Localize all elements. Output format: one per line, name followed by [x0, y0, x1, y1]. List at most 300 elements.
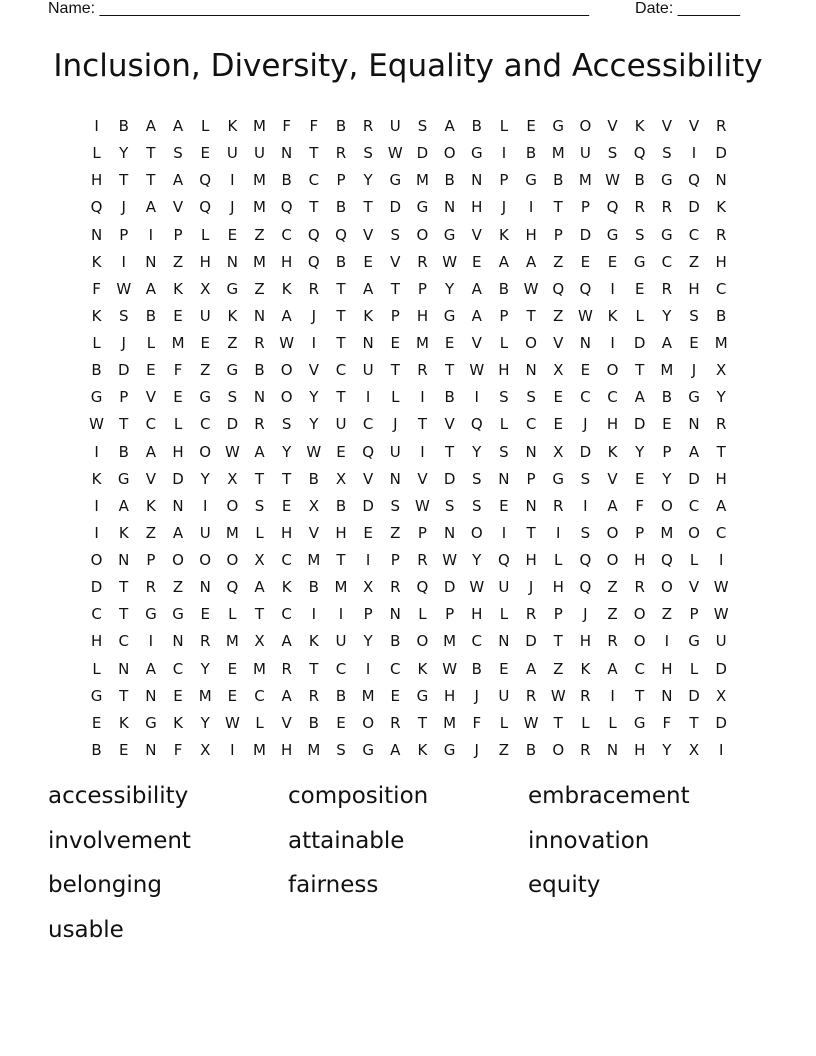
grid-letter[interactable]: G [470, 144, 483, 163]
grid-letter[interactable]: I [94, 496, 99, 515]
grid-letter[interactable]: I [501, 144, 507, 163]
grid-letter[interactable]: S [580, 523, 591, 542]
grid-letter[interactable]: N [172, 496, 184, 515]
grid-letter[interactable]: E [336, 713, 346, 732]
grid-letter[interactable]: P [390, 306, 400, 325]
grid-letter[interactable]: W [89, 415, 104, 434]
grid-letter[interactable]: H [498, 361, 510, 380]
grid-letter[interactable]: H [634, 551, 646, 570]
grid-letter[interactable]: Z [145, 523, 157, 542]
grid-letter[interactable]: C [145, 415, 157, 434]
grid-letter[interactable]: C [281, 551, 292, 570]
grid-letter[interactable]: V [308, 361, 319, 380]
grid-letter[interactable]: W [442, 659, 458, 678]
grid-letter[interactable]: N [525, 496, 537, 515]
grid-letter[interactable]: B [118, 442, 129, 461]
grid-letter[interactable]: K [173, 279, 183, 298]
grid-letter[interactable]: I [664, 632, 670, 651]
grid-letter[interactable]: X [200, 279, 211, 298]
grid-letter[interactable]: E [499, 496, 509, 515]
grid-letter[interactable]: B [308, 578, 319, 597]
grid-letter[interactable]: B [525, 740, 537, 759]
grid-letter[interactable]: I [610, 279, 615, 298]
grid-letter[interactable]: R [634, 578, 645, 597]
grid-letter[interactable]: I [420, 388, 425, 407]
grid-letter[interactable]: U [498, 578, 510, 597]
grid-letter[interactable]: G [226, 361, 239, 380]
grid-letter[interactable]: R [199, 632, 211, 651]
grid-letter[interactable]: T [553, 713, 563, 732]
grid-letter[interactable]: R [417, 361, 428, 380]
grid-letter[interactable]: M [551, 144, 565, 163]
grid-letter[interactable]: T [689, 713, 699, 732]
grid-letter[interactable]: E [499, 659, 509, 678]
grid-letter[interactable]: O [199, 442, 212, 461]
grid-letter[interactable]: D [715, 659, 727, 678]
grid-letter[interactable]: Q [416, 578, 429, 597]
grid-letter[interactable]: K [417, 740, 428, 759]
grid-letter[interactable]: U [199, 523, 211, 542]
grid-letter[interactable]: A [281, 306, 292, 325]
grid-letter[interactable]: K [91, 252, 102, 271]
grid-letter[interactable]: F [173, 361, 183, 380]
grid-letter[interactable]: H [281, 252, 293, 271]
grid-letter[interactable]: Q [362, 442, 375, 461]
grid-letter[interactable]: R [417, 551, 428, 570]
grid-letter[interactable]: S [336, 740, 346, 759]
grid-letter[interactable]: K [227, 306, 238, 325]
grid-letter[interactable]: H [715, 252, 727, 271]
grid-letter[interactable]: V [390, 252, 401, 271]
grid-letter[interactable]: P [635, 523, 645, 542]
grid-letter[interactable]: N [688, 415, 700, 434]
grid-letter[interactable]: X [227, 469, 238, 488]
grid-letter[interactable]: P [553, 605, 563, 624]
grid-letter[interactable]: D [525, 632, 537, 651]
grid-letter[interactable]: G [633, 713, 646, 732]
grid-letter[interactable]: G [416, 198, 429, 217]
grid-letter[interactable]: X [716, 361, 727, 380]
grid-letter[interactable]: X [254, 632, 265, 651]
grid-letter[interactable]: D [715, 144, 727, 163]
grid-letter[interactable]: C [525, 415, 537, 434]
grid-letter[interactable]: G [688, 632, 700, 651]
grid-letter[interactable]: J [501, 198, 507, 217]
grid-letter[interactable]: I [94, 442, 99, 461]
grid-letter[interactable]: M [307, 551, 321, 570]
grid-letter[interactable]: Y [363, 632, 373, 651]
grid-letter[interactable]: D [226, 415, 239, 434]
grid-letter[interactable]: A [145, 442, 157, 461]
grid-letter[interactable]: R [715, 117, 727, 136]
grid-letter[interactable]: W [387, 144, 403, 163]
grid-letter[interactable]: K [363, 306, 374, 325]
grid-letter[interactable]: C [715, 279, 727, 298]
grid-letter[interactable]: T [146, 171, 156, 190]
grid-letter[interactable]: U [389, 442, 401, 461]
grid-letter[interactable]: J [691, 361, 697, 380]
grid-letter[interactable]: H [715, 469, 727, 488]
grid-letter[interactable]: S [689, 306, 699, 325]
grid-letter[interactable]: I [718, 740, 724, 759]
grid-letter[interactable]: B [471, 117, 482, 136]
grid-letter[interactable]: V [607, 469, 618, 488]
grid-letter[interactable]: X [308, 496, 319, 515]
grid-letter[interactable]: A [607, 659, 618, 678]
grid-letter[interactable]: Z [172, 252, 184, 271]
grid-letter[interactable]: G [416, 686, 429, 705]
grid-letter[interactable]: G [117, 469, 130, 488]
grid-letter[interactable]: O [660, 578, 673, 597]
grid-letter[interactable]: Q [606, 198, 619, 217]
grid-letter[interactable]: S [472, 496, 482, 515]
grid-letter[interactable]: T [336, 279, 346, 298]
grid-letter[interactable]: L [499, 605, 509, 624]
grid-letter[interactable]: Y [635, 442, 645, 461]
grid-letter[interactable]: H [416, 306, 429, 325]
grid-letter[interactable]: K [118, 523, 129, 542]
grid-letter[interactable]: V [688, 578, 700, 597]
grid-letter[interactable]: T [635, 361, 645, 380]
grid-letter[interactable]: B [335, 198, 347, 217]
grid-letter[interactable]: H [471, 605, 483, 624]
grid-letter[interactable]: N [606, 740, 619, 759]
grid-letter[interactable]: W [279, 334, 295, 353]
grid-letter[interactable]: B [281, 171, 292, 190]
grid-letter[interactable]: I [420, 442, 425, 461]
grid-letter[interactable]: Z [553, 306, 564, 325]
grid-letter[interactable]: A [688, 442, 700, 461]
grid-letter[interactable]: T [417, 713, 428, 732]
grid-letter[interactable]: O [688, 523, 700, 542]
grid-letter[interactable]: S [390, 496, 401, 515]
grid-letter[interactable]: Y [472, 551, 482, 570]
grid-letter[interactable]: E [200, 334, 210, 353]
grid-letter[interactable]: G [552, 117, 565, 136]
grid-letter[interactable]: H [552, 578, 564, 597]
grid-letter[interactable]: B [335, 117, 347, 136]
grid-letter[interactable]: E [227, 659, 238, 678]
grid-letter[interactable]: P [499, 171, 509, 190]
grid-letter[interactable]: J [583, 605, 588, 624]
grid-letter[interactable]: P [390, 551, 400, 570]
grid-letter[interactable]: N [253, 388, 266, 407]
grid-letter[interactable]: V [553, 334, 564, 353]
grid-letter[interactable]: S [227, 388, 238, 407]
grid-letter[interactable]: W [550, 686, 566, 705]
grid-letter[interactable]: E [662, 415, 672, 434]
grid-letter[interactable]: I [148, 632, 154, 651]
grid-letter[interactable]: Y [119, 144, 129, 163]
grid-letter[interactable]: I [94, 523, 99, 542]
grid-letter[interactable]: B [525, 144, 537, 163]
grid-letter[interactable]: W [116, 279, 132, 298]
grid-letter[interactable]: W [224, 442, 240, 461]
grid-letter[interactable]: O [606, 523, 619, 542]
grid-letter[interactable]: N [715, 171, 727, 190]
grid-letter[interactable]: G [90, 388, 103, 407]
grid-letter[interactable]: N [661, 686, 673, 705]
grid-letter[interactable]: C [281, 605, 292, 624]
grid-letter[interactable]: A [254, 442, 265, 461]
grid-letter[interactable]: R [308, 279, 320, 298]
grid-letter[interactable]: E [173, 686, 183, 705]
grid-letter[interactable]: R [145, 578, 157, 597]
grid-letter[interactable]: A [444, 117, 455, 136]
grid-letter[interactable]: Y [662, 306, 672, 325]
grid-letter[interactable]: G [633, 252, 646, 271]
grid-letter[interactable]: B [335, 496, 347, 515]
grid-letter[interactable]: Y [282, 442, 292, 461]
grid-letter[interactable]: I [583, 496, 588, 515]
grid-letter[interactable]: N [118, 551, 130, 570]
grid-letter[interactable]: P [173, 225, 183, 244]
grid-letter[interactable]: M [660, 361, 674, 380]
grid-letter[interactable]: I [311, 334, 317, 353]
grid-letter[interactable]: R [254, 415, 265, 434]
grid-letter[interactable]: I [121, 252, 126, 271]
grid-letter[interactable]: R [580, 740, 591, 759]
grid-letter[interactable]: V [417, 469, 428, 488]
grid-letter[interactable]: N [199, 578, 211, 597]
grid-letter[interactable]: Q [90, 198, 103, 217]
grid-letter[interactable]: T [363, 198, 373, 217]
grid-letter[interactable]: C [199, 415, 211, 434]
grid-letter[interactable]: N [498, 632, 510, 651]
grid-letter[interactable]: K [607, 442, 618, 461]
grid-letter[interactable]: Q [688, 171, 700, 190]
grid-letter[interactable]: L [499, 334, 509, 353]
grid-letter[interactable]: E [363, 523, 373, 542]
grid-letter[interactable]: D [688, 686, 700, 705]
grid-letter[interactable]: O [416, 632, 429, 651]
grid-letter[interactable]: A [363, 279, 374, 298]
grid-letter[interactable]: J [583, 415, 588, 434]
grid-letter[interactable]: O [552, 740, 565, 759]
grid-letter[interactable]: E [336, 442, 346, 461]
grid-letter[interactable]: A [661, 334, 672, 353]
grid-letter[interactable]: R [362, 117, 374, 136]
grid-letter[interactable]: M [253, 171, 266, 190]
grid-letter[interactable]: N [226, 252, 238, 271]
grid-letter[interactable]: C [118, 632, 129, 651]
grid-letter[interactable]: E [553, 388, 563, 407]
grid-letter[interactable]: B [335, 686, 347, 705]
grid-letter[interactable]: Z [661, 605, 672, 624]
grid-letter[interactable]: Q [470, 415, 483, 434]
grid-letter[interactable]: S [444, 496, 455, 515]
grid-letter[interactable]: K [118, 713, 129, 732]
grid-letter[interactable]: D [633, 334, 646, 353]
grid-letter[interactable]: L [92, 334, 101, 353]
grid-letter[interactable]: V [281, 713, 292, 732]
grid-letter[interactable]: I [202, 496, 208, 515]
grid-letter[interactable]: K [173, 713, 183, 732]
grid-letter[interactable]: O [470, 523, 483, 542]
grid-letter[interactable]: Y [445, 279, 455, 298]
grid-letter[interactable]: A [172, 117, 184, 136]
grid-letter[interactable]: T [309, 144, 319, 163]
grid-letter[interactable]: R [254, 334, 265, 353]
grid-letter[interactable]: S [173, 144, 183, 163]
grid-letter[interactable]: I [365, 388, 371, 407]
grid-letter[interactable]: J [474, 740, 479, 759]
grid-letter[interactable]: B [444, 171, 455, 190]
grid-letter[interactable]: J [474, 686, 479, 705]
grid-letter[interactable]: N [90, 225, 103, 244]
grid-letter[interactable]: C [91, 605, 102, 624]
grid-letter[interactable]: E [634, 469, 645, 488]
grid-letter[interactable]: M [578, 171, 592, 190]
grid-letter[interactable]: N [525, 361, 537, 380]
grid-letter[interactable]: U [498, 686, 510, 705]
grid-letter[interactable]: E [444, 334, 455, 353]
grid-letter[interactable]: I [610, 686, 615, 705]
grid-letter[interactable]: E [390, 334, 401, 353]
grid-letter[interactable]: Q [552, 279, 565, 298]
grid-letter[interactable]: P [526, 469, 536, 488]
grid-letter[interactable]: B [145, 306, 157, 325]
grid-letter[interactable]: T [526, 306, 536, 325]
grid-letter[interactable]: R [580, 686, 591, 705]
grid-letter[interactable]: H [525, 551, 537, 570]
grid-letter[interactable]: N [281, 144, 293, 163]
grid-letter[interactable]: E [472, 252, 482, 271]
grid-letter[interactable]: S [472, 469, 482, 488]
grid-letter[interactable]: I [148, 225, 154, 244]
grid-letter[interactable]: R [390, 713, 401, 732]
grid-letter[interactable]: B [444, 388, 455, 407]
grid-letter[interactable]: R [634, 198, 645, 217]
grid-letter[interactable]: T [119, 605, 129, 624]
grid-letter[interactable]: S [662, 144, 672, 163]
grid-letter[interactable]: K [634, 117, 645, 136]
grid-letter[interactable]: M [415, 171, 429, 190]
grid-letter[interactable]: L [608, 713, 617, 732]
grid-letter[interactable]: T [336, 551, 346, 570]
grid-letter[interactable]: E [146, 361, 156, 380]
date-field[interactable]: Date: _______ [635, 0, 740, 17]
grid-letter[interactable]: S [580, 469, 591, 488]
grid-letter[interactable]: Z [498, 740, 510, 759]
grid-letter[interactable]: O [660, 496, 673, 515]
grid-letter[interactable]: L [92, 659, 101, 678]
grid-letter[interactable]: G [552, 469, 565, 488]
grid-letter[interactable]: G [443, 306, 456, 325]
grid-letter[interactable]: H [172, 442, 184, 461]
grid-letter[interactable]: N [525, 442, 537, 461]
grid-letter[interactable]: P [119, 225, 129, 244]
grid-letter[interactable]: C [335, 659, 347, 678]
grid-letter[interactable]: M [253, 117, 266, 136]
grid-letter[interactable]: F [282, 117, 291, 136]
grid-letter[interactable]: N [145, 740, 157, 759]
grid-letter[interactable]: G [661, 171, 673, 190]
grid-letter[interactable]: I [556, 523, 561, 542]
grid-letter[interactable]: B [471, 659, 482, 678]
grid-letter[interactable]: H [90, 632, 103, 651]
grid-letter[interactable]: R [715, 225, 727, 244]
grid-letter[interactable]: M [198, 686, 212, 705]
grid-letter[interactable]: L [499, 713, 509, 732]
grid-letter[interactable]: C [308, 171, 320, 190]
grid-letter[interactable]: D [443, 469, 456, 488]
grid-letter[interactable]: C [688, 496, 700, 515]
grid-letter[interactable]: W [713, 578, 729, 597]
grid-letter[interactable]: Q [199, 171, 212, 190]
grid-letter[interactable]: P [499, 306, 509, 325]
grid-letter[interactable]: A [118, 496, 129, 515]
grid-letter[interactable]: I [338, 605, 344, 624]
grid-letter[interactable]: G [145, 605, 157, 624]
grid-letter[interactable]: G [443, 225, 456, 244]
grid-letter[interactable]: W [415, 496, 430, 515]
grid-letter[interactable]: D [688, 469, 700, 488]
grid-letter[interactable]: O [226, 551, 239, 570]
grid-letter[interactable]: V [363, 225, 374, 244]
grid-letter[interactable]: X [363, 578, 374, 597]
grid-letter[interactable]: K [308, 632, 319, 651]
grid-letter[interactable]: T [146, 144, 156, 163]
grid-letter[interactable]: W [713, 605, 729, 624]
grid-letter[interactable]: A [525, 659, 537, 678]
grid-letter[interactable]: O [525, 334, 537, 353]
grid-letter[interactable]: T [445, 361, 455, 380]
grid-letter[interactable]: C [362, 415, 374, 434]
grid-letter[interactable]: E [580, 252, 591, 271]
grid-letter[interactable]: R [553, 496, 564, 515]
grid-letter[interactable]: Q [307, 252, 320, 271]
grid-letter[interactable]: C [580, 388, 591, 407]
grid-letter[interactable]: C [634, 659, 645, 678]
grid-letter[interactable]: A [172, 171, 184, 190]
grid-letter[interactable]: N [443, 198, 456, 217]
grid-letter[interactable]: Z [607, 605, 618, 624]
grid-letter[interactable]: R [607, 632, 618, 651]
grid-letter[interactable]: Y [200, 713, 210, 732]
grid-letter[interactable]: S [417, 117, 428, 136]
grid-letter[interactable]: A [254, 578, 265, 597]
grid-letter[interactable]: R [308, 686, 320, 705]
grid-letter[interactable]: D [90, 578, 103, 597]
grid-letter[interactable]: A [634, 388, 645, 407]
grid-letter[interactable]: P [119, 388, 129, 407]
grid-letter[interactable]: Y [363, 171, 373, 190]
grid-letter[interactable]: Q [579, 578, 592, 597]
grid-letter[interactable]: E [634, 279, 645, 298]
grid-letter[interactable]: M [660, 523, 674, 542]
grid-letter[interactable]: B [254, 361, 265, 380]
grid-letter[interactable]: R [281, 659, 292, 678]
grid-letter[interactable]: R [335, 144, 347, 163]
grid-letter[interactable]: B [716, 306, 727, 325]
grid-letter[interactable]: W [523, 279, 539, 298]
grid-letter[interactable]: L [554, 551, 563, 570]
grid-letter[interactable]: E [363, 252, 373, 271]
grid-letter[interactable]: D [389, 198, 402, 217]
grid-letter[interactable]: L [255, 523, 264, 542]
grid-letter[interactable]: M [415, 334, 429, 353]
grid-letter[interactable]: B [308, 469, 319, 488]
grid-letter[interactable]: W [577, 306, 593, 325]
grid-letter[interactable]: E [580, 361, 591, 380]
grid-letter[interactable]: X [553, 361, 564, 380]
grid-letter[interactable]: P [580, 198, 590, 217]
grid-letter[interactable]: L [689, 659, 699, 678]
grid-letter[interactable]: J [121, 334, 126, 353]
grid-letter[interactable]: N [471, 171, 483, 190]
grid-letter[interactable]: R [661, 279, 673, 298]
